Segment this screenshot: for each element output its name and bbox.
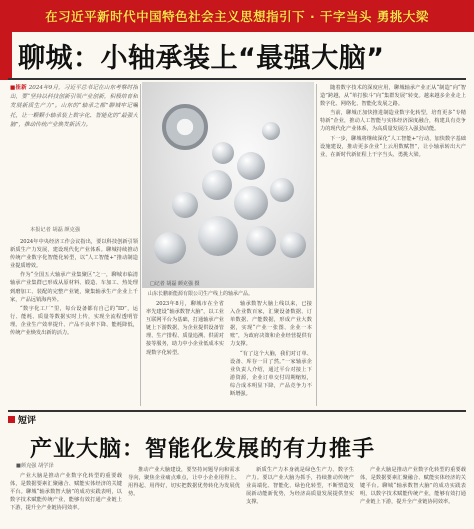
bearing-ring-image bbox=[162, 104, 208, 150]
paragraph: 轴承数智大脑上线以来，已接入企业数百家，汇聚设备数据、订单数据、产能数据，形成产业大数据，实现“产业一张图、企业一本账”，为政府决策和企业经营提供有力支撑。 bbox=[230, 301, 312, 348]
commentary-byline: ■颜克强 胡学泽 bbox=[16, 463, 54, 469]
paragraph: 作为“全国五大轴承产业集聚区”之一，聊城市临清轴承产业集群已形成从原材料、锻造、车加工、热处理到磨加工、装配的完整产业链，聚集轴承生产企业上千家，产品远销海内外。 bbox=[10, 272, 138, 303]
paragraph: 下一步，聊城将继续深化“人工智能+”行动，加快数字基础设施建设，推动更多企业“上云用数赋智”，让小轴承转出大产业，在新时代新征程上干字当头、勇挑大梁。 bbox=[320, 135, 466, 158]
tag-label: 短评 bbox=[18, 416, 37, 426]
article-headline: 聊城：小轴承装上“最强大脑” bbox=[18, 43, 385, 74]
paragraph: 新质生产力本身就是绿色生产力、数字生产力。要以产业大脑为抓手，持续推动传统产业高端化、智能化、绿色化转型，不断塑造发展新动能新优势，为经济高质量发展提供坚实支撑。 bbox=[246, 467, 354, 506]
commentary-column-3 bbox=[246, 466, 354, 526]
steel-ball-image bbox=[212, 142, 234, 164]
article-lead bbox=[10, 84, 138, 208]
paragraph: 产业大脑是推动产业数字化转型的重要载体，是数据要素汇聚融合、赋能实体经济的关键平台。聊城“轴承数智大脑”的成功实践表明，以数字技术赋能传统产业，能够有效打通产业链上下游，提升全产业链协同效率。 bbox=[360, 467, 466, 506]
paragraph: 当前，聊城正加快推进制造业数字化转型，培育更多“专精特新”企业，推动人工智能与实体经济深度融合，构建具有竞争力的现代化产业体系，为高质量发展注入强劲动能。 bbox=[320, 110, 466, 133]
steel-ball-image bbox=[234, 186, 268, 220]
top-banner bbox=[0, 0, 474, 32]
lead-byline: ■崔新 bbox=[10, 85, 27, 91]
commentary-tag bbox=[8, 413, 36, 426]
column-divider bbox=[316, 84, 317, 406]
steel-ball-image bbox=[154, 232, 186, 264]
paragraph: 随着数字技术的深度应用，聊城轴承产业正从“制造”向“智造”跨越，从“单打独斗”向“集群发展”转变。越来越多企业走上数字化、网络化、智能化发展之路。 bbox=[320, 85, 466, 108]
banner-text: 在习近平新时代中国特色社会主义思想指引下 · 干字当头 勇挑大梁 bbox=[45, 9, 429, 24]
tag-square-icon bbox=[8, 416, 15, 423]
paragraph: 产业大脑是推动产业数字化转型的重要载体，是数据要素汇聚融合、赋能实体经济的关键平台。聊城“轴承数智大脑”的成功实践表明，以数字技术赋能传统产业，能够有效打通产业链上下游，提升全产业链协同效率。 bbox=[10, 473, 122, 512]
bearing-photo bbox=[142, 82, 314, 288]
commentary-column-2 bbox=[128, 466, 240, 526]
steel-ball-image bbox=[172, 192, 198, 218]
article-column-3 bbox=[320, 84, 466, 406]
commentary-column-4 bbox=[360, 466, 466, 526]
commentary-column-1 bbox=[10, 472, 122, 526]
paragraph: 推动产业大脑建设，要坚持问题导向和需求导向，聚焦企业痛点难点，让中小企业用得上、用得起、用得好，切实把数据优势转化为发展优势。 bbox=[128, 467, 240, 498]
column-divider bbox=[140, 84, 141, 406]
article-column-2a bbox=[146, 300, 224, 406]
steel-ball-image bbox=[270, 178, 294, 202]
paragraph: “数字化工厂”里，每台设备都有自己的“ID”，运行、能耗、质量等数据实时上传，实现全流程透明管理。企业生产效率提升、产品不良率下降、能耗降低，传统产业焕发出新的活力。 bbox=[10, 305, 138, 337]
commentary-headline: 产业大脑：智能化发展的有力推手 bbox=[30, 437, 376, 462]
section-rule bbox=[8, 410, 466, 412]
headline-rule bbox=[8, 78, 466, 80]
photo-credit: □记者 胡磊 颜克强 摄 bbox=[150, 281, 200, 287]
lead-text: 2024年9月，习近平总书记在山东考察时指出，要“坚持以科技创新引领产业创新，积极培育和发展新质生产力”。山东的“轴承之都”聊城牢记嘱托，让一颗颗小轴承装上数字化、智能化的“最强大脑”，推动传统产业焕发新活力。 bbox=[10, 85, 138, 128]
paragraph: 2023年8月，聊城市在全省率先建设“轴承数智大脑”，以工业互联网平台为基础，打通轴承产业链上下游数据，为企业提供设备管理、生产排程、质量追溯、供需对接等服务，助力中小企业低成本实现数字化转型。 bbox=[146, 301, 224, 356]
reporter-byline: 本报记者 胡磊 颜克强 bbox=[30, 227, 80, 233]
corner-accent bbox=[0, 32, 12, 80]
steel-ball-image bbox=[237, 152, 265, 180]
steel-ball-image bbox=[198, 216, 238, 256]
steel-ball-image bbox=[246, 226, 276, 256]
steel-ball-image bbox=[262, 122, 280, 140]
photo-caption: 山东长鹏新能源有限公司生产线上的轴承产品。 bbox=[148, 291, 254, 297]
paragraph: “有了这个大脑，我们对订单、设备、库存一目了然。”一家轴承企业负责人介绍，通过平台对接上下游资源，企业订单交付周期缩短，综合成本明显下降，产品竞争力不断增强。 bbox=[230, 350, 312, 398]
article-column-1 bbox=[10, 238, 138, 408]
paragraph: 2024年中央经济工作会议指出，要以科技创新引领新质生产力发展，建设现代化产业体系。聊城持续推动传统产业数字化智能化转型，以“人工智能+”推动制造业提质增效。 bbox=[10, 239, 138, 270]
steel-ball-image bbox=[202, 170, 232, 200]
article-column-2b bbox=[230, 300, 312, 406]
steel-ball-image bbox=[280, 232, 306, 258]
